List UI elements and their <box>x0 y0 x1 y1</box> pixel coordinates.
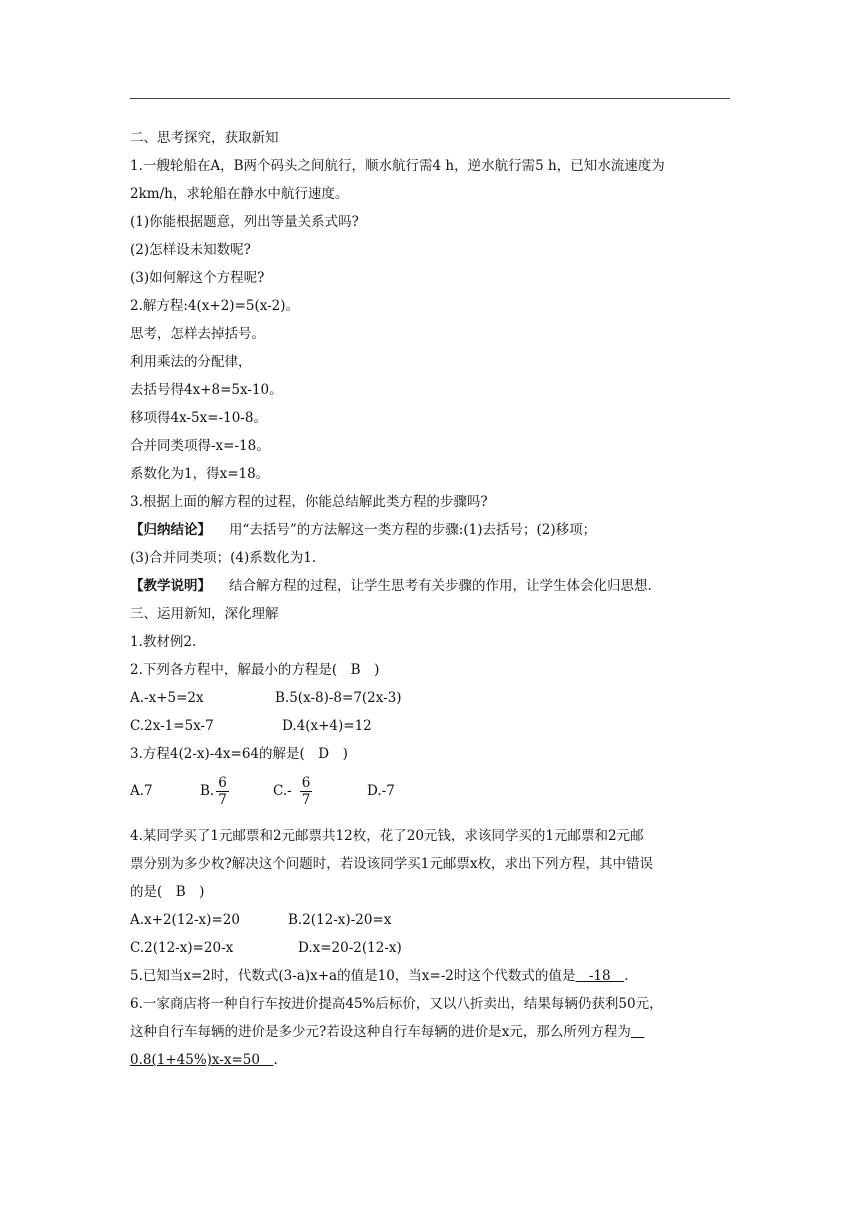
solution-step: 去括号得4x+8=5x-10。 <box>130 382 283 398</box>
paragraph: 思考，怎样去掉括号。 <box>130 326 265 342</box>
paragraph: 3.根据上面的解方程的过程，你能总结解此类方程的步骤吗? <box>130 494 488 510</box>
options-row <box>130 684 734 712</box>
fraction-denominator: 7 <box>301 792 311 808</box>
sub-question: (1)你能根据题意，列出等量关系式吗? <box>130 214 359 230</box>
answer-blank: 0.8(1+45%)x-x=50 <box>130 1052 274 1068</box>
option-b: B.2(12-x)-20=x <box>288 912 392 928</box>
exercise: 的是( B ) <box>130 884 205 900</box>
option-d: D.-7 <box>367 783 395 799</box>
answer-blank: -18 <box>575 968 625 984</box>
period: . <box>273 1052 278 1068</box>
options-row <box>130 906 734 934</box>
exercise: 4.某同学买了1元邮票和2元邮票共12枚，花了20元钱，求该同学买的1元邮票和2元邮 <box>130 828 644 844</box>
fraction <box>216 775 229 808</box>
fraction-numerator: 6 <box>218 775 227 791</box>
sub-question: (2)怎样设未知数呢? <box>130 242 251 258</box>
option-a: A.x+2(12-x)=20 <box>130 912 240 928</box>
options-row <box>130 712 734 740</box>
section-heading: 二、思考探究，获取新知 <box>130 130 279 146</box>
exercise <box>130 1018 734 1046</box>
options-row <box>130 934 734 962</box>
exercise: 2.下列各方程中，解最小的方程是( B ) <box>130 662 380 678</box>
option-d: D.4(x+4)=12 <box>282 718 372 734</box>
teaching-text: 结合解方程的过程，让学生思考有关步骤的作用，让学生体会化归思想. <box>229 578 652 594</box>
summary-text: 用“去括号”的方法解这一类方程的步骤:(1)去括号；(2)移项； <box>229 522 597 538</box>
exercise <box>130 1046 734 1074</box>
period: . <box>624 968 629 984</box>
fraction-numerator: 6 <box>301 775 311 791</box>
teaching-note <box>130 572 734 600</box>
option-c: C.2(12-x)=20-x <box>130 940 234 956</box>
solution-step: 合并同类项得-x=-18。 <box>130 438 270 454</box>
paragraph: 2km/h，求轮船在静水中航行速度。 <box>130 186 349 202</box>
summary-label: 【归纳结论】 <box>130 522 211 538</box>
option-d: D.x=20-2(12-x) <box>298 940 402 956</box>
document-body <box>130 124 734 1074</box>
option-c <box>273 768 314 814</box>
exercise: 6.一家商店将一种自行车按进价提高45%后标价，又以八折卖出，结果每辆仍获利50元， <box>130 996 663 1012</box>
solution-step: 系数化为1，得x=18。 <box>130 466 270 482</box>
exercise: 3.方程4(2-x)-4x=64的解是( D ) <box>130 746 348 762</box>
sub-question: (3)如何解这个方程呢? <box>130 270 265 286</box>
fraction-denominator: 7 <box>218 792 227 808</box>
option-c: C.2x-1=5x-7 <box>130 718 214 734</box>
option-b: B.5(x-8)-8=7(2x-3) <box>275 690 402 706</box>
solution-step: 移项得4x-5x=-10-8。 <box>130 410 267 426</box>
exercise <box>130 962 734 990</box>
exercise: 1.教材例2. <box>130 634 197 650</box>
spacer <box>130 814 734 822</box>
option-a: A.7 <box>130 783 153 799</box>
section-heading: 三、运用新知，深化理解 <box>130 606 279 622</box>
exercise-text: 这种自行车每辆的进价是多少元?若设这种自行车每辆的进价是x元，那么所列方程为 <box>130 1024 631 1040</box>
header-rule <box>130 98 730 99</box>
paragraph: 1.一艘轮船在A，B两个码头之间航行，顺水航行需4 h，逆水航行需5 h，已知水流速度为 <box>130 158 665 174</box>
exercise-text: 5.已知当x=2时，代数式(3-a)x+a的值是10，当x=-2时这个代数式的值是 <box>130 968 576 984</box>
option-b-prefix: B. <box>200 783 215 799</box>
option-c-prefix: C.- <box>273 783 292 799</box>
paragraph: 2.解方程:4(x+2)=5(x-2)。 <box>130 298 300 314</box>
paragraph: 利用乘法的分配律， <box>130 354 252 370</box>
option-b <box>200 768 231 814</box>
answer-blank-start <box>631 1024 645 1040</box>
teaching-label: 【教学说明】 <box>130 578 211 594</box>
exercise: 票分别为多少枚?解决这个问题时，若设该同学买1元邮票x枚，求出下列方程，其中错误 <box>130 856 653 872</box>
options-row <box>130 768 734 814</box>
fraction <box>300 775 313 808</box>
summary-paragraph <box>130 516 734 544</box>
option-a: A.-x+5=2x <box>130 690 204 706</box>
summary-continuation: (3)合并同类项；(4)系数化为1. <box>130 550 317 566</box>
